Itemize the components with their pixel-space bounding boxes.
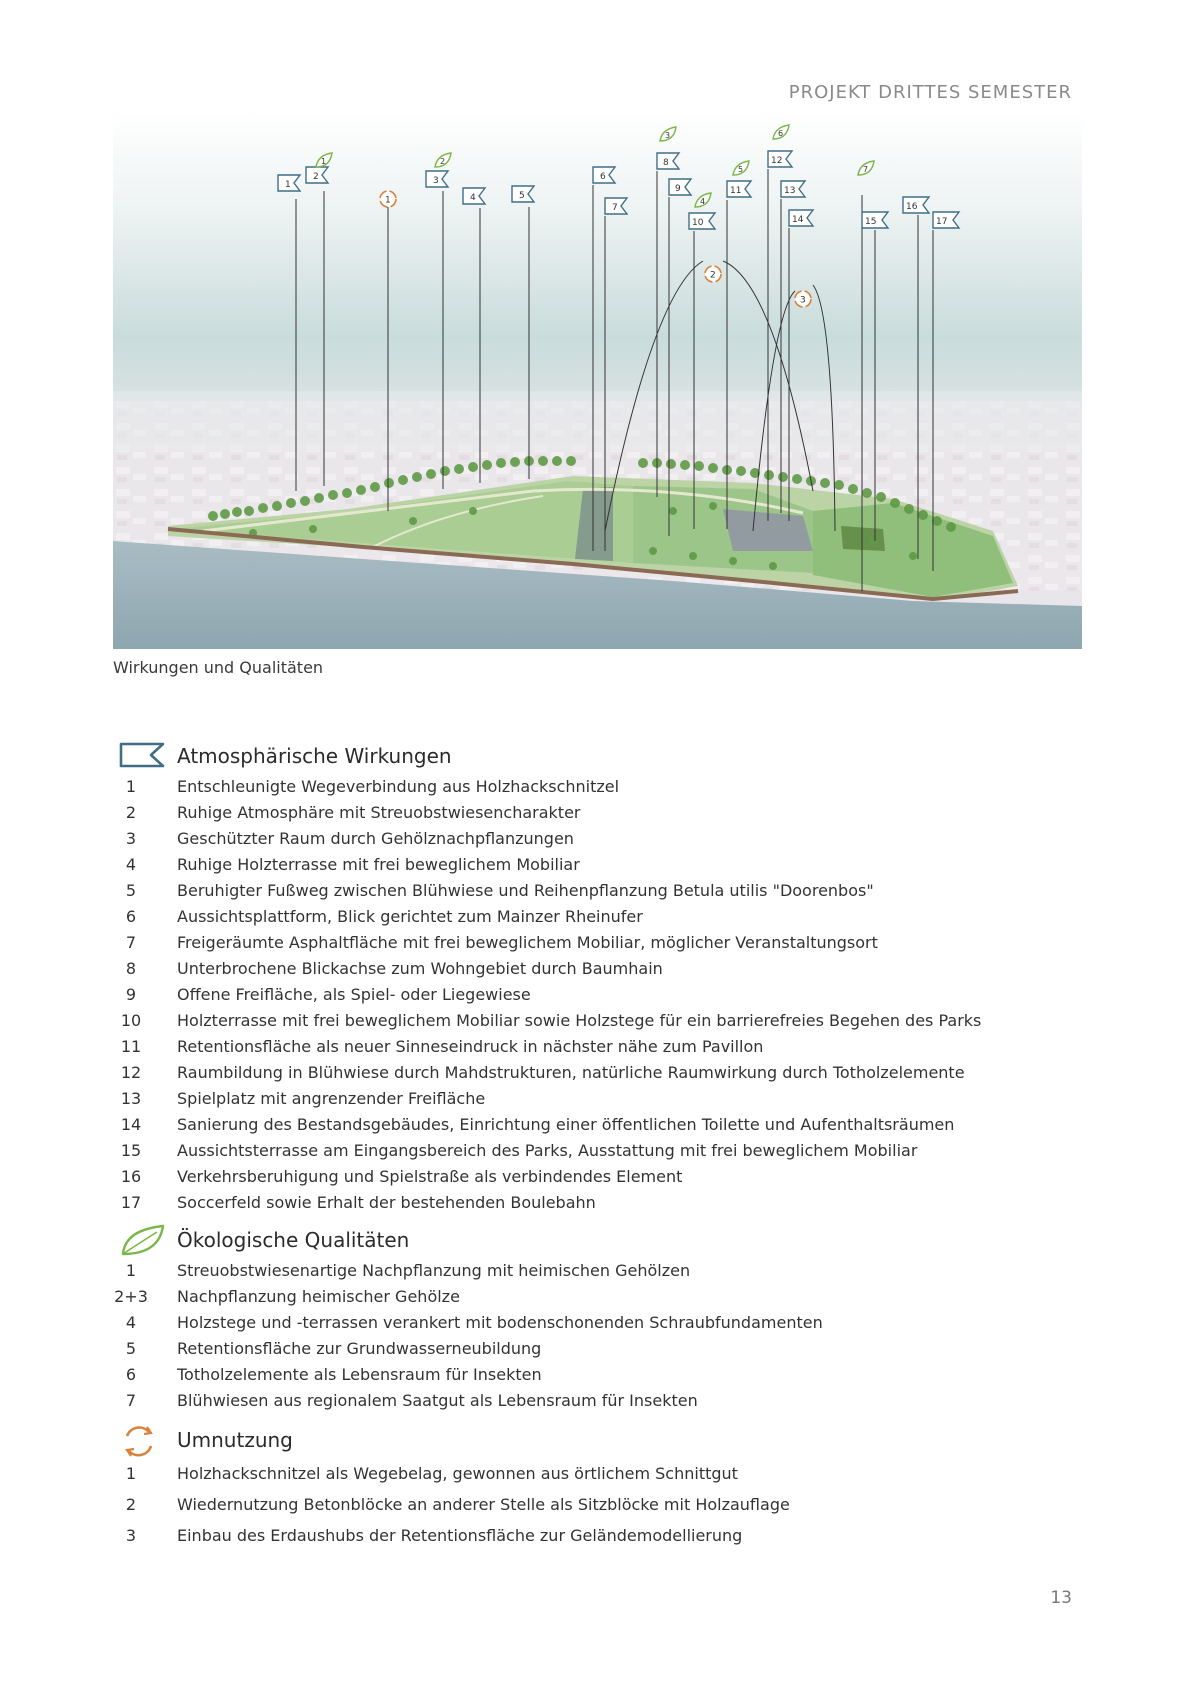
item-text: Freigeräumte Asphaltfläche mit frei beweglichem Mobiliar, möglicher Veranstaltungsort <box>177 933 878 952</box>
section-ecological <box>113 1224 1073 1414</box>
item-number: 10 <box>120 1011 142 1030</box>
list-item <box>113 1034 1073 1060</box>
list-item <box>113 1310 1073 1336</box>
item-number: 6 <box>125 1365 137 1384</box>
svg-text:9: 9 <box>675 184 681 194</box>
list-item <box>113 1008 1073 1034</box>
page-header: PROJEKT DRITTES SEMESTER <box>788 82 1072 103</box>
item-number: 17 <box>120 1193 142 1212</box>
list-item <box>113 1520 1073 1551</box>
item-number: 9 <box>125 985 137 1004</box>
flag-icon <box>119 740 165 774</box>
list-item <box>113 826 1073 852</box>
item-number: 2 <box>125 803 137 822</box>
item-number: 15 <box>120 1141 142 1160</box>
item-text: Sanierung des Bestandsgebäudes, Einrichtung einer öffentlichen Toilette und Aufenthaltsräumen <box>177 1115 955 1134</box>
item-number: 7 <box>125 1391 137 1410</box>
item-text: Retentionsfläche als neuer Sinneseindruck in nächster nähe zum Pavillon <box>177 1037 764 1056</box>
item-number: 3 <box>125 829 137 848</box>
item-text: Streuobstwiesenartige Nachpflanzung mit heimischen Gehölzen <box>177 1261 691 1280</box>
list-item <box>113 1086 1073 1112</box>
svg-text:2: 2 <box>440 157 446 166</box>
item-text: Einbau des Erdaushubs der Retentionsfläche zur Geländemodellierung <box>177 1526 743 1545</box>
section-header <box>113 1224 1073 1258</box>
item-number: 4 <box>125 855 137 874</box>
item-text: Totholzelemente als Lebensraum für Insekten <box>177 1365 542 1384</box>
svg-text:3: 3 <box>800 295 806 306</box>
item-number: 2+3 <box>114 1287 148 1306</box>
list-item <box>113 774 1073 800</box>
list-item <box>113 904 1073 930</box>
svg-text:15: 15 <box>865 217 877 227</box>
item-number: 12 <box>120 1063 142 1082</box>
svg-text:7: 7 <box>612 203 618 213</box>
item-number: 1 <box>125 1464 137 1483</box>
figure-caption: Wirkungen und Qualitäten <box>113 658 324 677</box>
svg-text:5: 5 <box>738 165 744 174</box>
section-title: Umnutzung <box>177 1428 293 1452</box>
atmospheric-list <box>113 774 1073 1216</box>
item-number: 16 <box>120 1167 142 1186</box>
item-text: Beruhigter Fußweg zwischen Blühwiese und Reihenpflanzung Betula utilis "Doorenbos" <box>177 881 874 900</box>
item-number: 1 <box>125 777 137 796</box>
item-number: 8 <box>125 959 137 978</box>
list-item <box>113 1458 1073 1489</box>
item-text: Unterbrochene Blickachse zum Wohngebiet durch Baumhain <box>177 959 663 978</box>
list-item <box>113 800 1073 826</box>
svg-text:14: 14 <box>792 215 804 225</box>
svg-text:8: 8 <box>663 158 669 168</box>
item-text: Blühwiesen aus regionalem Saatgut als Lebensraum für Insekten <box>177 1391 698 1410</box>
item-text: Aussichtsterrasse am Eingangsbereich des Parks, Ausstattung mit frei beweglichem Mobiliar <box>177 1141 918 1160</box>
svg-text:3: 3 <box>665 131 671 140</box>
item-text: Holzstege und -terrassen verankert mit bodenschonenden Schraubfundamenten <box>177 1313 823 1332</box>
list-item <box>113 1388 1073 1414</box>
svg-text:2: 2 <box>313 172 319 182</box>
svg-text:17: 17 <box>936 217 948 227</box>
svg-text:4: 4 <box>700 197 706 206</box>
item-number: 14 <box>120 1115 142 1134</box>
svg-text:1: 1 <box>385 195 391 206</box>
svg-text:6: 6 <box>600 172 606 182</box>
list-item <box>113 852 1073 878</box>
list-item <box>113 1138 1073 1164</box>
section-header <box>113 1424 1073 1458</box>
aerial-illustration <box>113 111 1082 649</box>
svg-text:2: 2 <box>710 270 716 281</box>
item-text: Entschleunigte Wegeverbindung aus Holzhackschnitzel <box>177 777 620 796</box>
item-text: Verkehrsberuhigung und Spielstraße als verbindendes Element <box>177 1167 683 1186</box>
svg-text:13: 13 <box>784 186 796 196</box>
svg-text:4: 4 <box>470 193 476 203</box>
item-text: Retentionsfläche zur Grundwasserneubildung <box>177 1339 542 1358</box>
list-item <box>113 956 1073 982</box>
list-item <box>113 1489 1073 1520</box>
svg-text:1: 1 <box>321 157 327 166</box>
svg-text:1: 1 <box>285 180 291 190</box>
item-number: 3 <box>125 1526 137 1545</box>
list-item <box>113 1060 1073 1086</box>
item-number: 13 <box>120 1089 142 1108</box>
svg-text:3: 3 <box>433 176 439 186</box>
list-item <box>113 1112 1073 1138</box>
svg-text:7: 7 <box>863 165 869 174</box>
item-text: Soccerfeld sowie Erhalt der bestehenden Boulebahn <box>177 1193 596 1212</box>
leaf-icon <box>119 1224 165 1262</box>
recycle-icon <box>119 1424 159 1462</box>
item-number: 4 <box>125 1313 137 1332</box>
item-number: 6 <box>125 907 137 926</box>
list-item <box>113 1164 1073 1190</box>
item-text: Holzhackschnitzel als Wegebelag, gewonnen aus örtlichem Schnittgut <box>177 1464 738 1483</box>
item-text: Geschützter Raum durch Gehölznachpflanzungen <box>177 829 574 848</box>
item-number: 1 <box>125 1261 137 1280</box>
list-item <box>113 1336 1073 1362</box>
svg-text:6: 6 <box>778 129 784 138</box>
section-reuse <box>113 1424 1073 1551</box>
item-text: Ruhige Holzterrasse mit frei beweglichem Mobiliar <box>177 855 580 874</box>
section-title: Ökologische Qualitäten <box>177 1228 410 1252</box>
item-number: 5 <box>125 1339 137 1358</box>
item-text: Nachpflanzung heimischer Gehölze <box>177 1287 460 1306</box>
item-text: Wiedernutzung Betonblöcke an anderer Stelle als Sitzblöcke mit Holzauflage <box>177 1495 790 1514</box>
svg-text:11: 11 <box>730 186 742 196</box>
item-text: Offene Freifläche, als Spiel- oder Liegewiese <box>177 985 531 1004</box>
list-item <box>113 982 1073 1008</box>
list-item <box>113 1362 1073 1388</box>
svg-text:16: 16 <box>906 202 918 212</box>
item-number: 2 <box>125 1495 137 1514</box>
list-item <box>113 1284 1073 1310</box>
item-text: Ruhige Atmosphäre mit Streuobstwiesencharakter <box>177 803 581 822</box>
list-item <box>113 1190 1073 1216</box>
svg-text:5: 5 <box>519 191 525 201</box>
ecological-list <box>113 1258 1073 1414</box>
item-number: 5 <box>125 881 137 900</box>
item-number: 7 <box>125 933 137 952</box>
item-text: Holzterrasse mit frei beweglichem Mobiliar sowie Holzstege für ein barrierefreies Begehen des Parks <box>177 1011 982 1030</box>
item-text: Aussichtsplattform, Blick gerichtet zum Mainzer Rheinufer <box>177 907 643 926</box>
list-item <box>113 930 1073 956</box>
svg-text:10: 10 <box>692 218 704 228</box>
item-number: 11 <box>120 1037 142 1056</box>
list-item <box>113 878 1073 904</box>
item-text: Raumbildung in Blühwiese durch Mahdstrukturen, natürliche Raumwirkung durch Totholzelemente <box>177 1063 965 1082</box>
section-atmospheric <box>113 740 1073 1216</box>
svg-text:12: 12 <box>771 156 783 166</box>
reuse-list <box>113 1458 1073 1551</box>
item-text: Spielplatz mit angrenzender Freifläche <box>177 1089 486 1108</box>
page-number: 13 <box>1050 1588 1072 1608</box>
list-item <box>113 1258 1073 1284</box>
section-title: Atmosphärische Wirkungen <box>177 744 452 768</box>
section-header <box>113 740 1073 774</box>
